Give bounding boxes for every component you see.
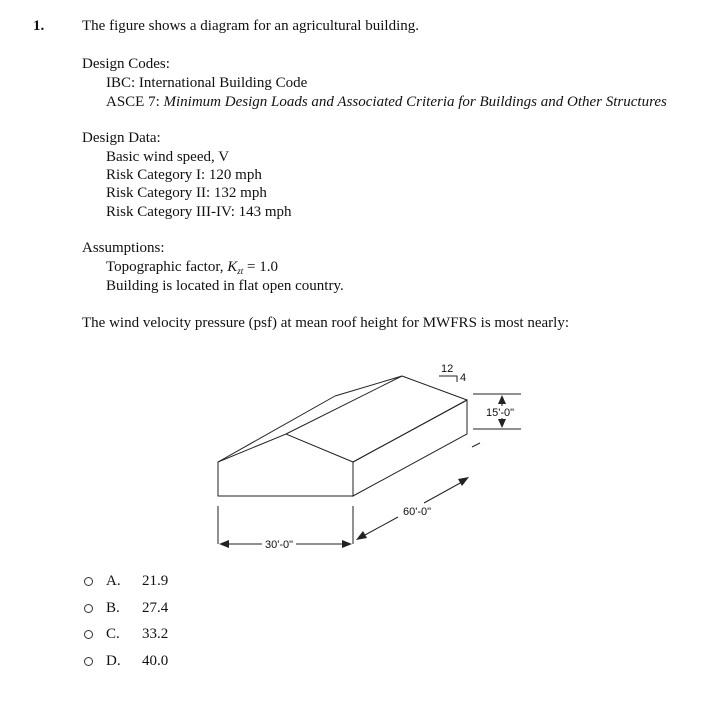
topo-value: = 1.0 [243,259,278,275]
slope-triangle [439,376,457,382]
width-arrow-right [342,540,352,548]
location-assumption: Building is located in flat open country. [106,278,344,294]
length-arrow-front [356,531,367,540]
radio-circle-icon[interactable] [84,604,93,613]
length-arrow-back [458,477,469,486]
roof-ridge [286,376,402,434]
asce-title: Minimum Design Loads and Associated Criteria for Buildings and Other Structures [163,94,667,110]
option-value: 33.2 [142,625,169,642]
option-letter: C. [106,625,120,642]
option-a[interactable] [84,571,168,591]
asce-code [106,94,667,111]
roof-eave-left [218,396,335,462]
ibc-code: IBC: International Building Code [106,75,308,91]
topo-subscript: zt [237,266,244,276]
option-b[interactable] [84,598,168,618]
radio-circle-icon[interactable] [84,657,93,666]
option-d[interactable] [84,651,168,671]
topographic-factor [106,259,278,276]
width-arrow-left [219,540,229,548]
width-dimension-label: 30'-0" [265,539,294,551]
option-value: 27.4 [142,599,169,616]
option-letter: B. [106,599,120,616]
risk-category-3-4: Risk Category III-IV: 143 mph [106,204,292,220]
length-ext-back [472,443,480,447]
risk-category-2: Risk Category II: 132 mph [106,185,267,201]
option-letter: D. [106,652,121,669]
wind-speed-label: Basic wind speed, V [106,149,230,165]
option-letter: A. [106,572,121,589]
design-codes-title: Design Codes: [82,56,170,72]
asce-prefix: ASCE 7: [106,94,164,110]
radio-circle-icon[interactable] [84,630,93,639]
option-value: 21.9 [142,572,169,589]
length-dim-line-upper [424,482,462,503]
height-arrow-up [498,395,506,404]
option-c[interactable] [84,624,168,644]
height-arrow-down [498,419,506,428]
length-dim-line-lower [365,517,398,535]
question-number: 1. [33,18,45,34]
roof-eave-right [353,400,467,462]
option-value: 40.0 [142,652,169,669]
question-prompt: The wind velocity pressure (psf) at mean roof height for MWFRS is most nearly: [82,315,569,331]
side-wall [353,400,467,496]
slope-rise-label: 4 [460,372,467,384]
topo-symbol: K [227,259,238,275]
radio-circle-icon[interactable] [84,577,93,586]
length-dimension-label: 60'-0" [403,506,432,518]
assumptions-title: Assumptions: [82,240,165,256]
topo-prefix: Topographic factor, [106,259,228,275]
risk-category-1: Risk Category I: 120 mph [106,167,262,183]
building-diagram [208,356,528,556]
slope-run-label: 12 [441,363,454,375]
front-gable-face [218,434,353,496]
question-intro: The figure shows a diagram for an agricultural building. [82,18,419,34]
height-dimension-label: 15'-0" [486,407,515,419]
design-data-title: Design Data: [82,130,161,146]
